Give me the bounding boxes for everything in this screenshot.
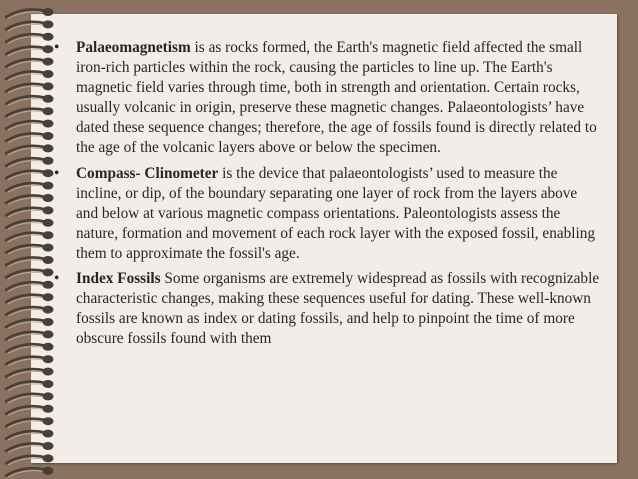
bullet-text	[76, 269, 602, 349]
bullet-marker: •	[54, 270, 60, 288]
binding-ring	[6, 392, 54, 403]
bullet-text	[76, 38, 602, 159]
binding-ring	[6, 206, 54, 217]
binding-ring	[6, 467, 54, 478]
bullet-term: Palaeomagnetism	[76, 39, 191, 56]
binding-ring	[6, 194, 54, 205]
bullet-compass-clinometer	[54, 164, 602, 264]
binding-ring	[6, 82, 54, 93]
binding-ring	[6, 132, 54, 143]
binding-ring	[6, 20, 54, 31]
binding-ring	[6, 219, 54, 230]
binding-ring	[6, 268, 54, 279]
binding-ring	[6, 306, 54, 317]
bullet-body: Some organisms are extremely widespread as fossils with recognizable characteristic changes, making these sequences useful for dating. These well-known fossils are known as index or dating fossils, and help to pinpoint the time of more obscure fossils found with them	[76, 270, 600, 348]
bullet-body: is as rocks formed, the Earth's magnetic field affected the small iron-rich particles within the rock, causing the particles to line up. The Earth's magnetic field varies through time, both in strength and orientation. Certain rocks, usually volcanic in origin, preserve these magnetic changes. Palaeontologists’ have dated these sequence changes; therefore, the age of fossils found is directly related to the age of the volcanic layers above or below the specimen.	[76, 39, 597, 157]
binding-ring	[6, 318, 54, 329]
binding-ring	[6, 417, 54, 428]
binding-ring	[6, 95, 54, 106]
binding-ring	[6, 380, 54, 391]
binding-ring	[6, 442, 54, 453]
binding-ring	[6, 157, 54, 168]
binding-ring	[6, 430, 54, 441]
bullet-index-fossils	[54, 269, 602, 349]
binding-ring	[6, 107, 54, 118]
bullet-text	[76, 164, 602, 264]
binding-ring	[6, 33, 54, 44]
binding-ring	[6, 70, 54, 81]
bullet-term: Index Fossils	[76, 270, 161, 288]
binding-ring	[6, 169, 54, 180]
binding-ring	[6, 58, 54, 69]
binding-ring	[6, 182, 54, 193]
binding-ring	[6, 244, 54, 255]
binding-ring	[6, 281, 54, 292]
binding-ring	[6, 343, 54, 354]
binding-ring	[6, 454, 54, 465]
binding-ring	[6, 256, 54, 267]
bullet-marker: •	[54, 164, 60, 182]
bullet-term: Compass- Clinometer	[76, 164, 219, 182]
binding-ring	[6, 355, 54, 366]
binding-ring	[6, 293, 54, 304]
binding-ring	[6, 231, 54, 242]
bullet-palaeomagnetism	[54, 38, 602, 159]
bullet-marker: •	[54, 39, 60, 56]
slide-content	[54, 38, 602, 354]
binding-ring	[6, 368, 54, 379]
binding-ring	[6, 405, 54, 416]
binding-ring	[6, 8, 54, 19]
binding-ring	[6, 120, 54, 131]
binding-ring	[6, 45, 54, 56]
bullet-body: is the device that palaeontologists’ used to measure the incline, or dip, of the boundary separating one layer of rock from the layers above and below at various magnetic compass orientations. Paleontologists assess the nature, formation and movement of each rock layer with the exposed fossil, enabling them to approximate the fossil's age.	[76, 164, 596, 262]
binding-ring	[6, 144, 54, 155]
binding-ring	[6, 330, 54, 341]
